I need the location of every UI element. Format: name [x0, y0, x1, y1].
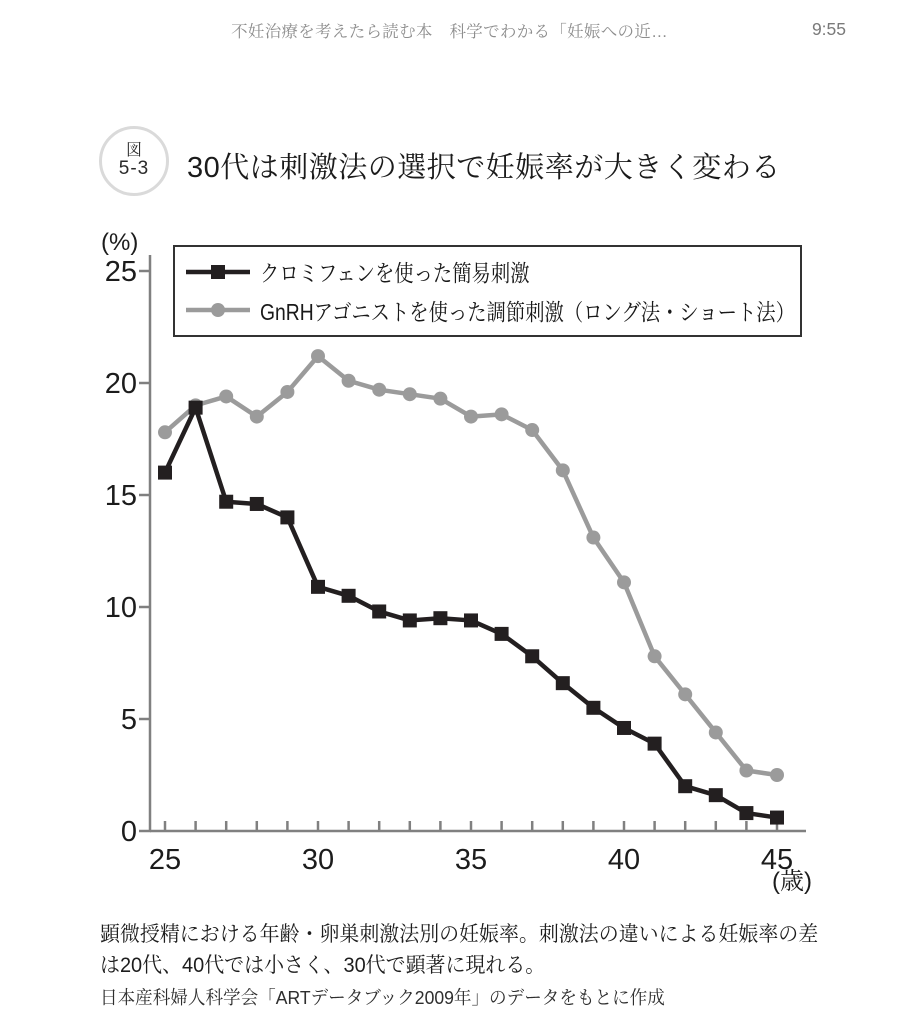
data-point: [433, 611, 447, 625]
figure-badge-number: 5-3: [118, 158, 150, 180]
data-point: [617, 721, 631, 735]
data-point: [219, 495, 233, 509]
data-point: [770, 768, 784, 782]
data-point: [678, 779, 692, 793]
data-point: [280, 510, 294, 524]
series-clomiphene: [158, 401, 784, 825]
data-point: [464, 410, 478, 424]
data-point: [250, 410, 264, 424]
data-point: [709, 725, 723, 739]
gray-circle-line-marker-icon: [185, 301, 251, 319]
chart-legend: [173, 245, 802, 337]
caption-line: は20代、40代では小さく、30代で顕著に現れる。: [100, 954, 546, 977]
data-source-note: 日本産科婦人科学会「ARTデータブック2009年」のデータをもとに作成: [100, 987, 665, 1008]
data-point: [433, 392, 447, 406]
caption-line: 顕微授精における年齢・卵巣刺激法別の妊娠率。刺激法の違いによる妊娠率の差: [100, 923, 819, 946]
svg-text:15: 15: [104, 480, 137, 512]
svg-text:25: 25: [148, 844, 182, 876]
data-point: [709, 788, 723, 802]
clock-time: 9:55: [811, 19, 846, 39]
data-point: [556, 676, 570, 690]
svg-text:5: 5: [120, 704, 137, 736]
axes: [139, 255, 806, 831]
data-point: [525, 649, 539, 663]
data-point: [219, 389, 233, 403]
legend-item-clomiphene: [185, 255, 790, 288]
data-point: [311, 349, 325, 363]
figure-badge: [99, 126, 169, 196]
legend-item-gnrh: [185, 294, 795, 327]
svg-text:40: 40: [607, 844, 641, 876]
data-point: [495, 627, 509, 641]
data-point: [739, 764, 753, 778]
data-point: [495, 407, 509, 421]
series-gnrh: [158, 349, 784, 782]
data-point: [280, 385, 294, 399]
svg-text:25: 25: [104, 256, 137, 288]
legend-label-gnrh: GnRHアゴニストを使った調節刺激（ロング法・ショート法）: [260, 298, 795, 325]
figure-title: 30代は刺激法の選択で妊娠率が大きく変わる: [187, 152, 781, 184]
figure-badge-word: 図: [125, 141, 142, 159]
data-point: [770, 811, 784, 825]
data-point: [158, 425, 172, 439]
data-point: [648, 649, 662, 663]
black-square-line-marker-icon: [185, 263, 251, 281]
header-bar: [0, 18, 899, 48]
data-point: [403, 613, 417, 627]
svg-text:20: 20: [104, 368, 137, 400]
data-point: [648, 737, 662, 751]
data-point: [158, 466, 172, 480]
data-point: [311, 580, 325, 594]
data-point: [403, 387, 417, 401]
data-point: [617, 575, 631, 589]
legend-label-clomiphene: クロミフェンを使った簡易刺激: [260, 260, 530, 287]
svg-text:45: 45: [760, 844, 794, 876]
svg-text:0: 0: [120, 816, 137, 848]
data-point: [586, 531, 600, 545]
figure-caption: [100, 919, 840, 981]
data-point: [342, 589, 356, 603]
data-point: [586, 701, 600, 715]
data-point: [250, 497, 264, 511]
svg-text:35: 35: [454, 844, 488, 876]
svg-text:(歳): (歳): [772, 868, 812, 895]
data-point: [342, 374, 356, 388]
svg-text:10: 10: [104, 592, 137, 624]
svg-text:(%): (%): [101, 229, 139, 256]
data-point: [739, 806, 753, 820]
data-point: [678, 687, 692, 701]
data-point: [189, 401, 203, 415]
svg-text:30: 30: [301, 844, 335, 876]
data-point: [372, 383, 386, 397]
data-point: [464, 613, 478, 627]
book-title: 不妊治療を考えたら読む本 科学でわかる「妊娠への近…: [231, 23, 668, 41]
data-point: [372, 604, 386, 618]
data-point: [556, 463, 570, 477]
data-point: [525, 423, 539, 437]
